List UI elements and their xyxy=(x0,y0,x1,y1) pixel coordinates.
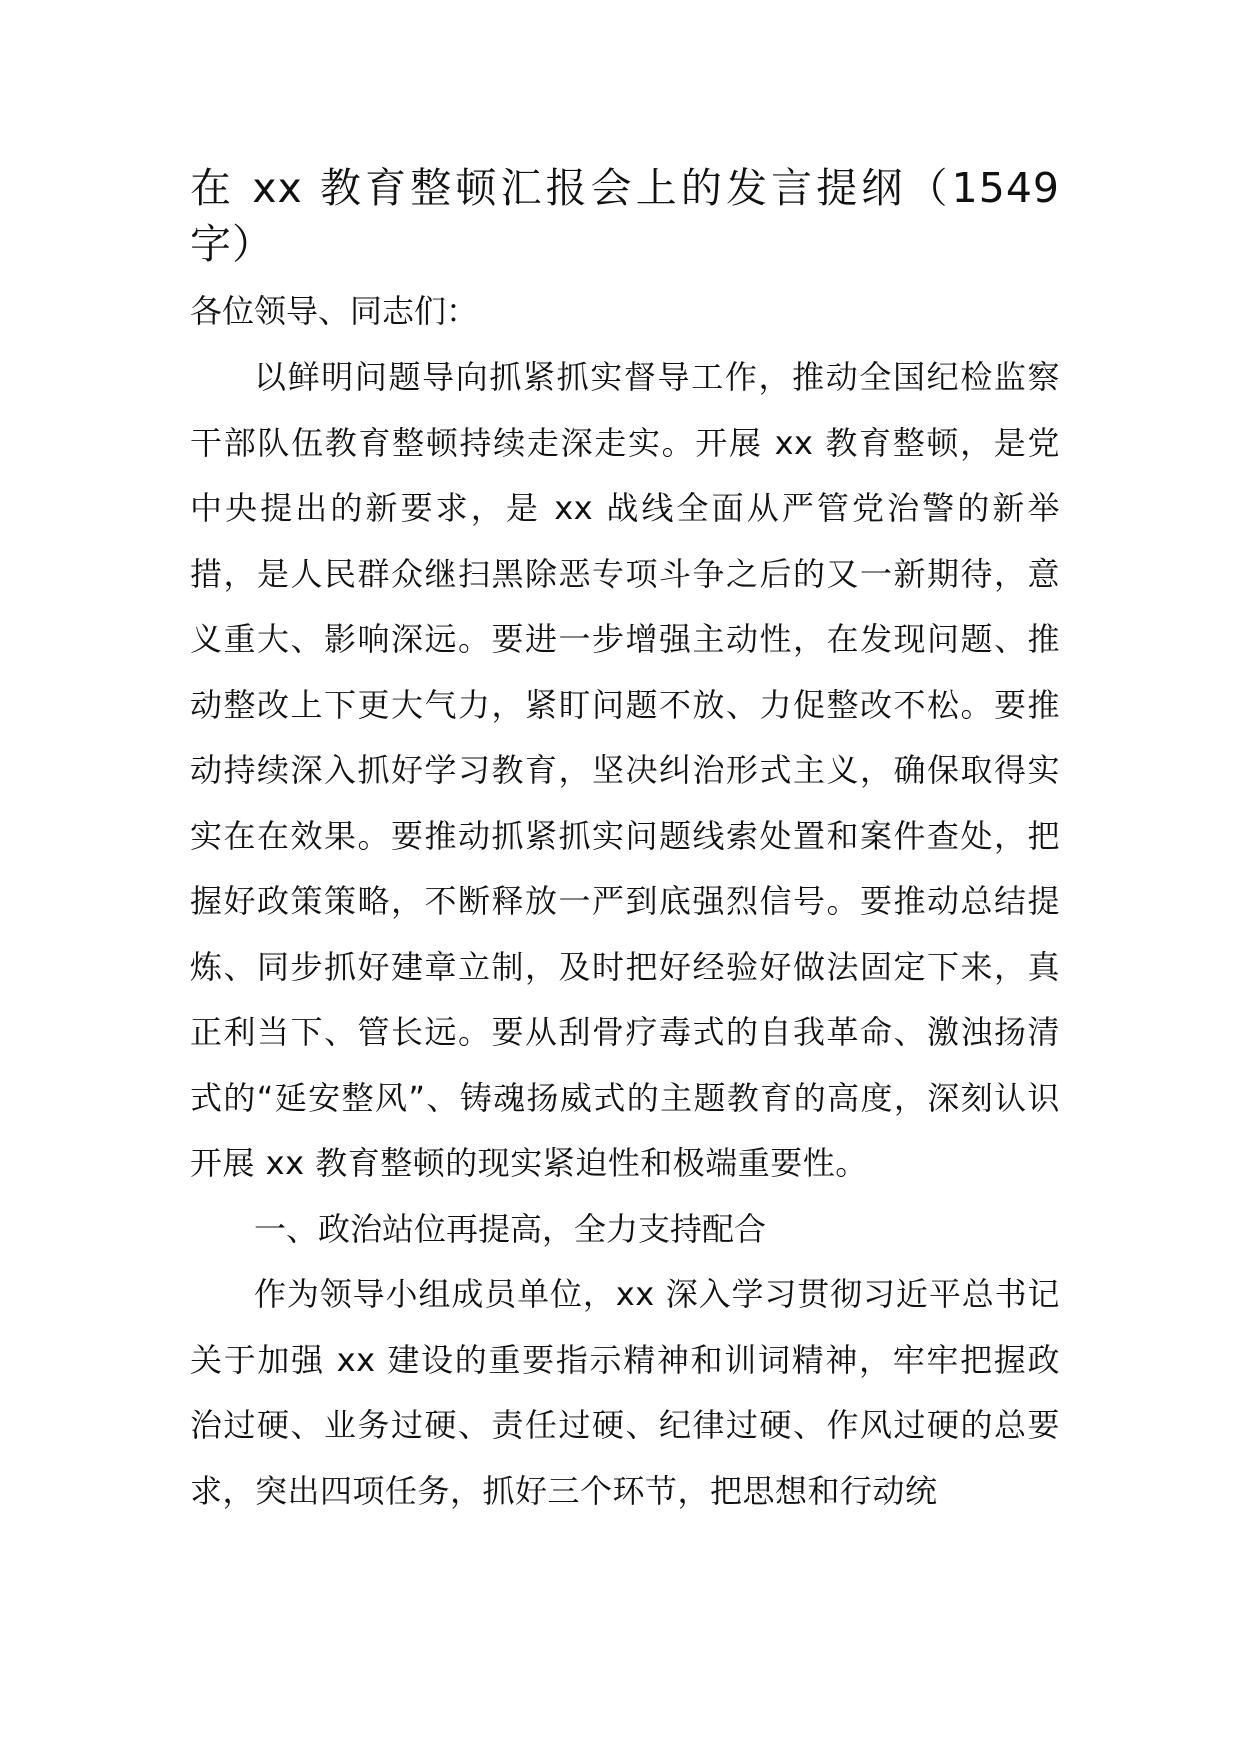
intro-paragraph: 以鲜明问题导向抓紧抓实督导工作，推动全国纪检监察干部队伍教育整顿持续走深走实。开展 xx 教育整顿，是党中央提出的新要求，是 xx 战线全面从严管党治警的新举措，是人民群众继扫黑除恶专项斗争之后的又一新期待，意义重大、影响深远。要进一步增强主动性，在发现问题、推动整改上下更大气力，紧盯问题不放、力促整改不松。要推动持续深入抓好学习教育，坚决纠治形式主义，确保取得实实在在效果。要推动抓紧抓实问题线索处置和案件查处，把握好政策策略，不断释放一严到底强烈信号。要推动总结提炼、同步抓好建章立制，及时把好经验好做法固定下来，真正利当下、管长远。要从刮骨疗毒式的自我革命、激浊扬清式的“延安整风”、铸魂扬威式的主题教育的高度，深刻认识开展 xx 教育整顿的现实紧迫性和极端重要性。 xyxy=(190,358,1060,1182)
document-body xyxy=(190,160,1060,1524)
document-title: 在 xx 教育整顿汇报会上的发言提纲（1549 字） xyxy=(190,164,1060,268)
salutation: 各位领导、同志们： xyxy=(190,292,479,330)
section-paragraph: 作为领导小组成员单位，xx 深入学习贯彻习近平总书记关于加强 xx 建设的重要指示精神和训词精神，牢牢把握政治过硬、业务过硬、责任过硬、纪律过硬、作风过硬的总要求，突出四项任务，抓好三个环节，把思想和行动统 xyxy=(190,1275,1060,1510)
section-heading: 一、政治站位再提高，全力支持配合 xyxy=(254,1209,767,1248)
